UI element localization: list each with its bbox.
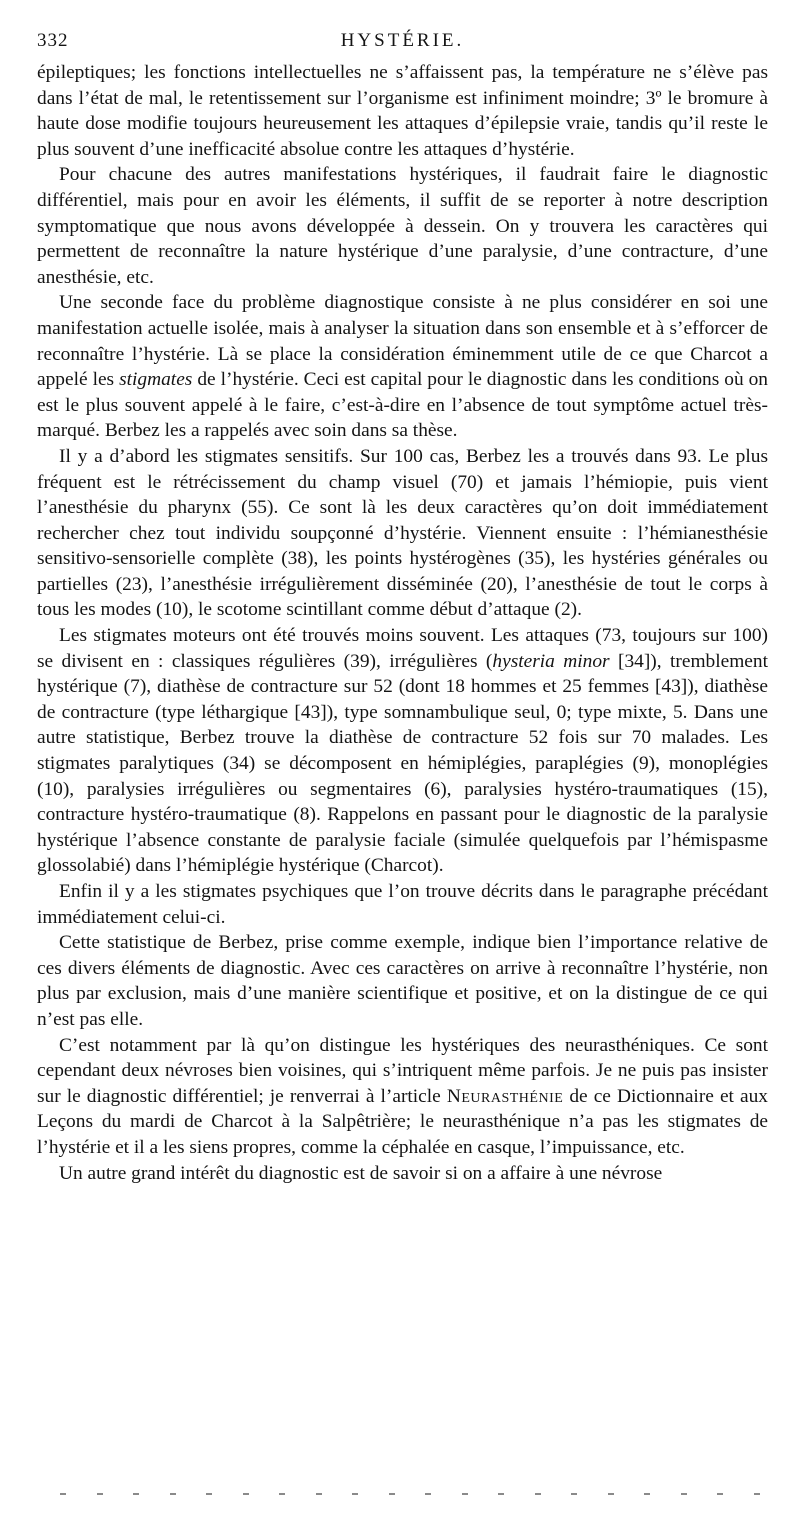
text-run: Cette statistique de Berbez, prise comme exemple, indique bien l’importance relative de ces divers éléments de diagnostic. Avec ces caractères on arrive à reconnaître l’hystérie, non plus par exclusion, mais d’une manière scientifique et positive, et on la distingue de ce qui n’est pas elle. — [37, 932, 768, 1030]
running-title: HYSTÉRIE. — [340, 30, 465, 51]
paragraph — [37, 1161, 768, 1187]
text-run: Les stigmates moteurs ont été trouvés moins souvent. Les attaques (73, toujours sur 100) se divisent en : classiques régulières (39), irrégulières ( — [37, 625, 768, 672]
paragraph — [37, 623, 768, 879]
text-run: de ce Dictionnaire et aux Leçons du mardi de Charcot à la Salpêtrière; le neurasthénique n’a pas les stigmates de l’hystérie et il a les siens propres, comme la céphalée en casque, l’impuissance, etc. — [37, 1085, 768, 1158]
running-head — [37, 26, 768, 60]
text-run: Un autre grand intérêt du diagnostic est de savoir si on a affaire à une névrose — [59, 1162, 663, 1184]
italic-term: hysteria minor — [492, 650, 610, 672]
book-page — [37, 26, 768, 1506]
text-run: Enfin il y a les stigmates psychiques que l’on trouve décrits dans le paragraphe précédant immédiatement celui-ci. — [37, 881, 768, 928]
bottom-scan-marks — [60, 1490, 760, 1498]
text-run: Une seconde face du problème diagnostique consiste à ne plus considérer en soi une manifestation actuelle isolée, mais à analyser la situation dans son ensemble et à s’efforcer de reconnaître l’hystérie. Là se place la considération éminemment utile de ce que Charcot a appelé les — [37, 292, 768, 391]
paragraph — [37, 1033, 768, 1161]
text-run: C’est notamment par là qu’on distingue les hystériques des neurasthéniques. Ce sont cependant deux névroses bien voisines, qui s’intriquent même parfois. Je ne puis pas insister sur le diagnostic différentiel; je renverrai à l’article — [37, 1034, 768, 1107]
text-run: épileptiques; les fonctions intellectuelles ne s’affaissent pas, la température ne s’élève pas dans l’état de mal, le retentissement sur l’organisme est infiniment moindre; 3º le bromure à haute dose modifie toujours heureusement les attaques d’épilepsie vraie, tandis qu’il reste le plus souvent d’une inefficacité absolue contre les attaques d’hystérie. — [37, 62, 768, 160]
article-reference: Neurasthénie — [446, 1085, 564, 1107]
italic-term: stigmates — [119, 369, 193, 391]
text-run: de l’hystérie. Ceci est capital pour le diagnostic dans les conditions où on est le plus souvent appelé à le faire, c’est-à-dire en l’absence de tout symptôme actuel très-marqué. Berbez les a rappelés avec soin dans sa thèse. — [37, 369, 768, 442]
paragraph — [37, 444, 768, 623]
text-run: Il y a d’abord les stigmates sensitifs. Sur 100 cas, Berbez les a trouvés dans 93. Le plus fréquent est le rétrécissement du champ visuel (70) et jamais l’hémiopie, puis vient l’anesthésie du pharynx (55). Ce sont là les deux caractères qu’on doit immédiatement rechercher chez tout individu soupçonné d’hystérie. Viennent ensuite : l’hémianesthésie sensitivo-sensorielle complète (38), les points hystérogènes (35), les hystéries générales ou partielles (23), l’anesthésie irrégulièrement disséminée (20), l’anesthésie de tout le corps à tous les modes (10), le scotome scintillant comme début d’attaque (2). — [37, 445, 768, 621]
text-run: [34]), tremblement hystérique (7), diathèse de contracture sur 52 (dont 18 hommes et 25 femmes [43]), diathèse de contracture (type léthargique [43]), type somnambulique seul, 0; type mixte, 5. Dans une autre statistique, Berbez trouve la diathèse de contracture 52 fois sur 70 malades. Les stigmates paralytiques (34) se décomposent en hémiplégies, paraplégies (9), monoplégies (10), paralysies irrégulières ou segmentaires (6), paralysies hystéro-traumatiques (15), contracture hystéro-traumatique (8). Rappelons en passant pour le diagnostic de la paralysie hystérique l’absence constante de paralysie faciale (simulée quelquefois par l’hémispasme glossolabié) dans l’hémiplégie hystérique (Charcot). — [37, 650, 768, 877]
paragraph — [37, 60, 768, 162]
text-run: Pour chacune des autres manifestations hystériques, il faudrait faire le diagnostic différentiel, mais pour en avoir les éléments, il suffit de se reporter à notre description symptomatique que nous avons développée à dessein. On y trouvera les caractères qui permettent de reconnaître la nature hystérique d’une paralysie, d’une contracture, d’une anesthésie, etc. — [37, 164, 768, 288]
page-number: 332 — [37, 30, 69, 51]
paragraph — [37, 290, 768, 444]
paragraph — [37, 879, 768, 930]
body-text — [37, 60, 768, 1186]
paragraph — [37, 930, 768, 1032]
paragraph — [37, 162, 768, 290]
